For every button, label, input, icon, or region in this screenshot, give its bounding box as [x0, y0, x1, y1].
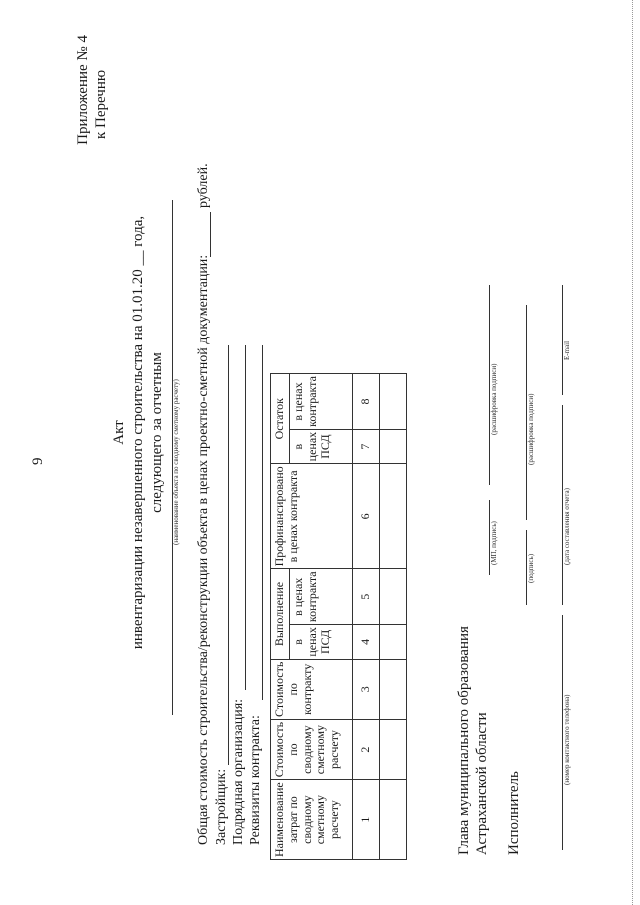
mp-caption: (МП, подпись) [490, 521, 498, 565]
table-cell-empty [379, 780, 406, 860]
header-remainder: Остаток [271, 374, 290, 464]
total-cost-label: Общая стоимость строительства/реконструкции объекта в ценах проектно-сметной документации: [196, 254, 211, 845]
phone-caption: (номер контактного телефона) [563, 694, 571, 785]
total-cost-line [210, 212, 211, 257]
contractor-label: Подрядная организация: [231, 698, 246, 845]
table-cell-empty [379, 719, 406, 779]
decode-caption2: (расшифровка подписи) [527, 393, 535, 465]
head-of-municipality [455, 626, 491, 855]
title-line3: следующего за отчетным [149, 352, 165, 513]
header-cost-estimate: Стоимость по сводному сметному расчету [271, 719, 353, 779]
table-cell-number: 7 [352, 429, 379, 464]
date-caption: (дата составления отчета) [563, 488, 571, 565]
page-edge-divider [632, 0, 633, 905]
subheader-remainder-psd: в ценах ПСД [289, 429, 352, 464]
email-caption: E-mail [563, 340, 571, 360]
table-cell-number: 5 [352, 569, 379, 625]
developer-label: Застройщик: [214, 768, 229, 845]
subheader-performance-psd: в ценах ПСД [289, 625, 352, 660]
appendix-line2: к Перечню [93, 69, 109, 139]
executor-label: Исполнитель [506, 771, 522, 855]
title-line1: Акт [111, 420, 127, 445]
total-cost-unit: рублей. [196, 163, 211, 208]
object-caption: (наименование объекта по сводному сметному расчету) [172, 379, 180, 545]
table-cell-number: 1 [352, 780, 379, 860]
table-cell-number: 2 [352, 719, 379, 779]
header-cost-contract: Стоимость по контракту [271, 659, 353, 719]
head-line2: Астраханской области [474, 712, 490, 855]
header-financed: Профинансировано в ценах контракта [271, 464, 353, 569]
decode-caption: (расшифровка подписи) [490, 363, 498, 435]
contract-details-line [262, 345, 263, 700]
appendix-line1: Приложение № 4 [75, 35, 91, 145]
inventory-table [270, 373, 407, 860]
table-cell-empty [379, 374, 406, 430]
header-name: Наименование затрат по сводному сметному расчету [271, 780, 353, 860]
table-cell-empty [379, 625, 406, 660]
table-cell-empty [379, 464, 406, 569]
head-line1: Глава муниципального образования [456, 626, 472, 855]
table-cell-empty [379, 569, 406, 625]
table-cell-number: 6 [352, 464, 379, 569]
developer-line [228, 345, 229, 765]
table-cell-empty [379, 429, 406, 464]
sign-caption: (подпись) [527, 553, 535, 583]
title-line2: инвентаризации незавершенного строительства на 01.01.20 __ года, [130, 215, 146, 650]
table-cell-number: 4 [352, 625, 379, 660]
table-cell-number: 8 [352, 374, 379, 430]
table-cell-number: 3 [352, 659, 379, 719]
appendix-block [74, 35, 110, 155]
subheader-performance-contract: в ценах контракта [289, 569, 352, 625]
contractor-line [245, 345, 246, 690]
contract-details-label: Реквизиты контракта: [248, 715, 263, 845]
subheader-remainder-contract: в ценах контракта [289, 374, 352, 430]
table-cell-empty [379, 659, 406, 719]
document-title [110, 0, 167, 905]
page-number: 9 [30, 457, 46, 465]
header-performance: Выполнение [271, 569, 290, 659]
